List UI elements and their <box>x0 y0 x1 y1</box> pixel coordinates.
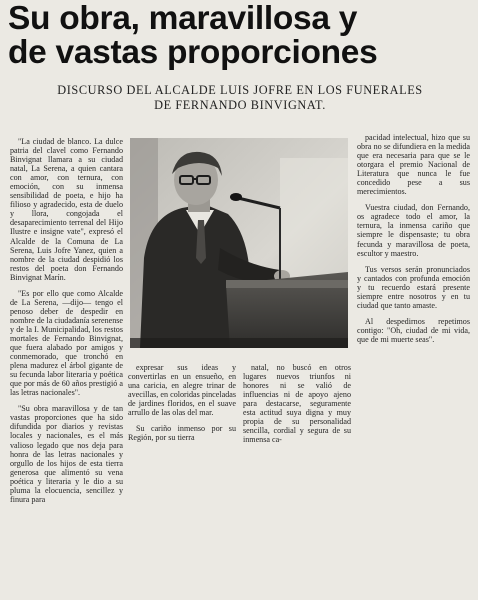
article-paragraph: Al despedirnos repetimos contigo: "Oh, ciudad de mi vida, que de mi muerte seas". <box>357 316 470 344</box>
article-paragraph: expresar sus ideas y convertirlas en un ensueño, en una caricia, en alegre trinar de avecillas, en coloridas pinceladas de jardines floridos, en el suave arrullo de las olas del mar. <box>128 363 236 418</box>
article-paragraph: pacidad intelectual, hizo que su obra no se difundiera en la medida que era necesaria para que se le otorgara el premio Nacional de Literatura que nunca le fue concedido pese a sus merecimientos. <box>357 133 470 197</box>
subheadline-line-1: DISCURSO DEL ALCALDE LUIS JOFRE EN LOS FUNERALES <box>57 83 423 97</box>
headline-line-2: de vastas proporciones <box>8 34 378 71</box>
article-column-3 <box>243 363 351 451</box>
subheadline <box>40 83 440 113</box>
article-paragraph: "La ciudad de blanco. La dulce patria del clavel como Fernando Binvignat llamara a su ciudad natal, La Serena, a quien cantara con amor, con ternura, con emoción, con su inmensa sensibilidad de poeta, e hijo ha filioso y agradecido, esta de duelo y llora, congojada el desaparecimiento terrenal del Hijo Ilustre e insigne vate", expresó el Alcalde de la Comuna de La Serena, Luis Jofre Yanez, quien a nombre de la ciudad despidió los restos del poeta don Fernando Binvignat Marín. <box>10 137 123 282</box>
article-paragraph: natal, no buscó en otros lugares nuevos triunfos ni honores ni se valió de influencias ni de apoyo ajeno para destacarse, seguramente esta actitud suya digna y muy propia de su personalidad sencilla, cordial y segura de su inmensa ca- <box>243 363 351 445</box>
speaker-photo <box>130 138 348 348</box>
subheadline-line-2: DE FERNANDO BINVIGNAT. <box>154 98 326 112</box>
photo-illustration <box>130 138 348 348</box>
article-column-1 <box>10 137 123 587</box>
article-column-4 <box>357 133 470 383</box>
article-paragraph: Tus versos serán pronunciados y cantados con profunda emoción y tu recuerdo estará presente siempre entre nosotros y en tu ciudad que tanto amaste. <box>357 264 470 310</box>
headline <box>8 2 474 70</box>
article-paragraph: Vuestra ciudad, don Fernando, os agradece todo el amor, la ternura, la inmensa cariño que siempre le dispensaste; tu obra fecunda y maravillosa de poeta, escultor y maestro. <box>357 203 470 258</box>
article-paragraph: "Su obra maravillosa y de tan vastas proporciones que ha sido difundida por diarios y revistas locales y nacionales, es el más valioso legado que nos deja para honra de las letras nacionales y orgullo de los hijos de esta tierra generosa que alimentó su vena poética y literaria y le dio a su pluma la elocuencia, sencillez y finura para <box>10 404 123 504</box>
headline-line-1: Su obra, maravillosa y <box>8 0 358 37</box>
article-paragraph: "Es por ello que como Alcalde de La Serena, —dijo— tengo el penoso deber de despedir en nombre de la ciudadanía serenense y de la I. Municipalidad, los restos mortales de Fernando Binvignat, que fuera alabado por amigos y conmemorado, que tronchó en plena madurez el árbol gigante de su fecunda labor literaria y poética que por más de 60 años prestigió a las letras nacionales". <box>10 288 123 398</box>
article-paragraph: Su cariño inmenso por su Región, por su tierra <box>128 424 236 443</box>
article-column-2 <box>128 363 236 443</box>
